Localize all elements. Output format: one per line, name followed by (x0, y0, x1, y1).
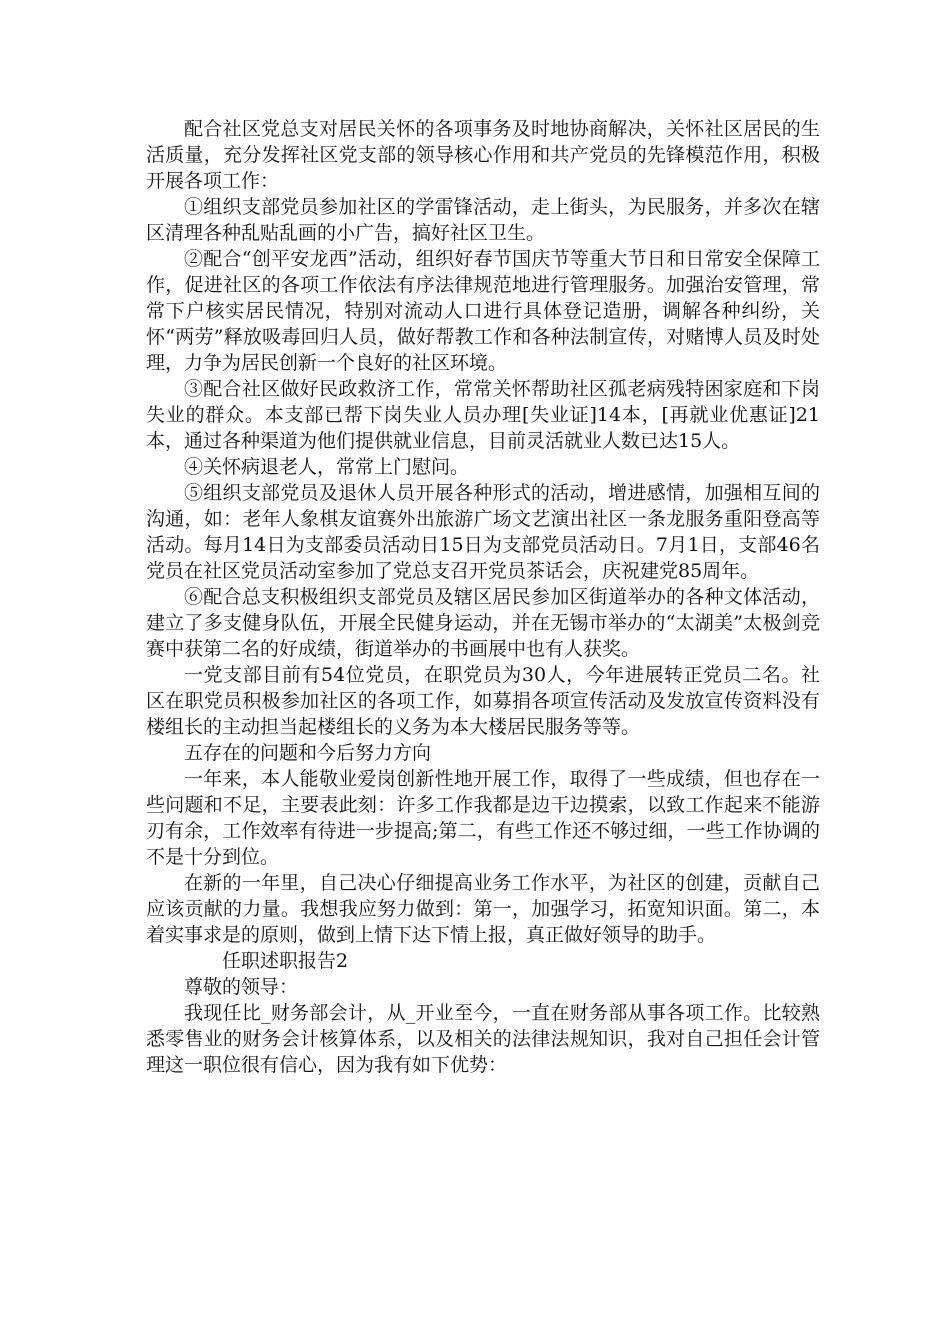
paragraph-intro: 配合社区党总支对居民关怀的各项事务及时地协商解决，关怀社区居民的生活质量，充分发挥社区党支部的领导核心作用和共产党员的先锋模范作用，积极开展各项工作： (146, 118, 820, 192)
section-heading-problems: 五存在的问题和今后努力方向 (184, 742, 432, 764)
document-page (146, 116, 820, 1078)
paragraph-item-3: ③配合社区做好民政救济工作，常常关怀帮助社区孤老病残特困家庭和下岗失业的群众。本支部已帮下岗失业人员办理[失业证]14本，[再就业优惠证]21本，通过各种渠道为他们提供就业信息，目前灵活就业人数已达15人。 (146, 378, 820, 452)
paragraph-item-4: ④关怀病退老人，常常上门慰问。 (184, 456, 470, 478)
paragraph-new-year: 在新的一年里，自己决心仔细提高业务工作水平，为社区的创建，贡献自己应该贡献的力量。我想我应努力做到：第一，加强学习，拓宽知识面。第二，本着实事求是的原则，做到上情下达下情上报，真正做好领导的助手。 (146, 872, 820, 946)
paragraph-item-1: ①组织支部党员参加社区的学雷锋活动，走上街头，为民服务，并多次在辖区清理各种乱贴乱画的小广告，搞好社区卫生。 (146, 196, 820, 244)
paragraph-item-5: ⑤组织支部党员及退休人员开展各种形式的活动，增进感情，加强相互间的沟通，如：老年人象棋友谊赛外出旅游广场文艺演出社区一条龙服务重阳登高等活动。每月14日为支部委员活动日15日为支部党员活动日。7月1日，支部46名党员在社区党员活动室参加了党总支召开党员茶话会，庆祝建党85周年。 (146, 482, 820, 582)
paragraph-year-review: 一年来，本人能敬业爱岗创新性地开展工作，取得了一些成绩，但也存在一些问题和不足，主要表此刻：许多工作我都是边干边摸索，以致工作起来不能游刃有余，工作效率有待进一步提高;第二，有些工作还不够过细，一些工作协调的不是十分到位。 (146, 768, 820, 868)
report-title: 任职述职报告2 (222, 950, 349, 972)
salutation: 尊敬的领导： (184, 976, 299, 998)
paragraph-position: 我现任比_财务部会计，从_开业至今，一直在财务部从事各项工作。比较熟悉零售业的财务会计核算体系，以及相关的法律法规知识，我对自己担任会计管理这一职位很有信心，因为我有如下优势： (146, 1002, 820, 1076)
paragraph-item-6: ⑥配合总支积极组织支部党员及辖区居民参加区街道举办的各种文体活动，建立了多支健身队伍，开展全民健身运动，并在无锡市举办的“太湖美”太极剑竞赛中获第二名的好成绩，街道举办的书画展中也有人获奖。 (146, 586, 820, 660)
paragraph-party-members: 一党支部目前有54位党员，在职党员为30人，今年进展转正党员二名。社区在职党员积极参加社区的各项工作，如募捐各项宣传活动及发放宣传资料没有楼组长的主动担当起楼组长的义务为本大楼居民服务等等。 (146, 664, 820, 738)
paragraph-item-2: ②配合“创平安龙西”活动，组织好春节国庆节等重大节日和日常安全保障工作，促进社区的各项工作依法有序法律规范地进行管理服务。加强治安管理，常常下户核实居民情况，特别对流动人口进行具体登记造册，调解各种纠纷，关怀“两劳”释放吸毒回归人员，做好帮教工作和各种法制宣传，对赌博人员及时处理，力争为居民创新一个良好的社区环境。 (146, 248, 820, 374)
